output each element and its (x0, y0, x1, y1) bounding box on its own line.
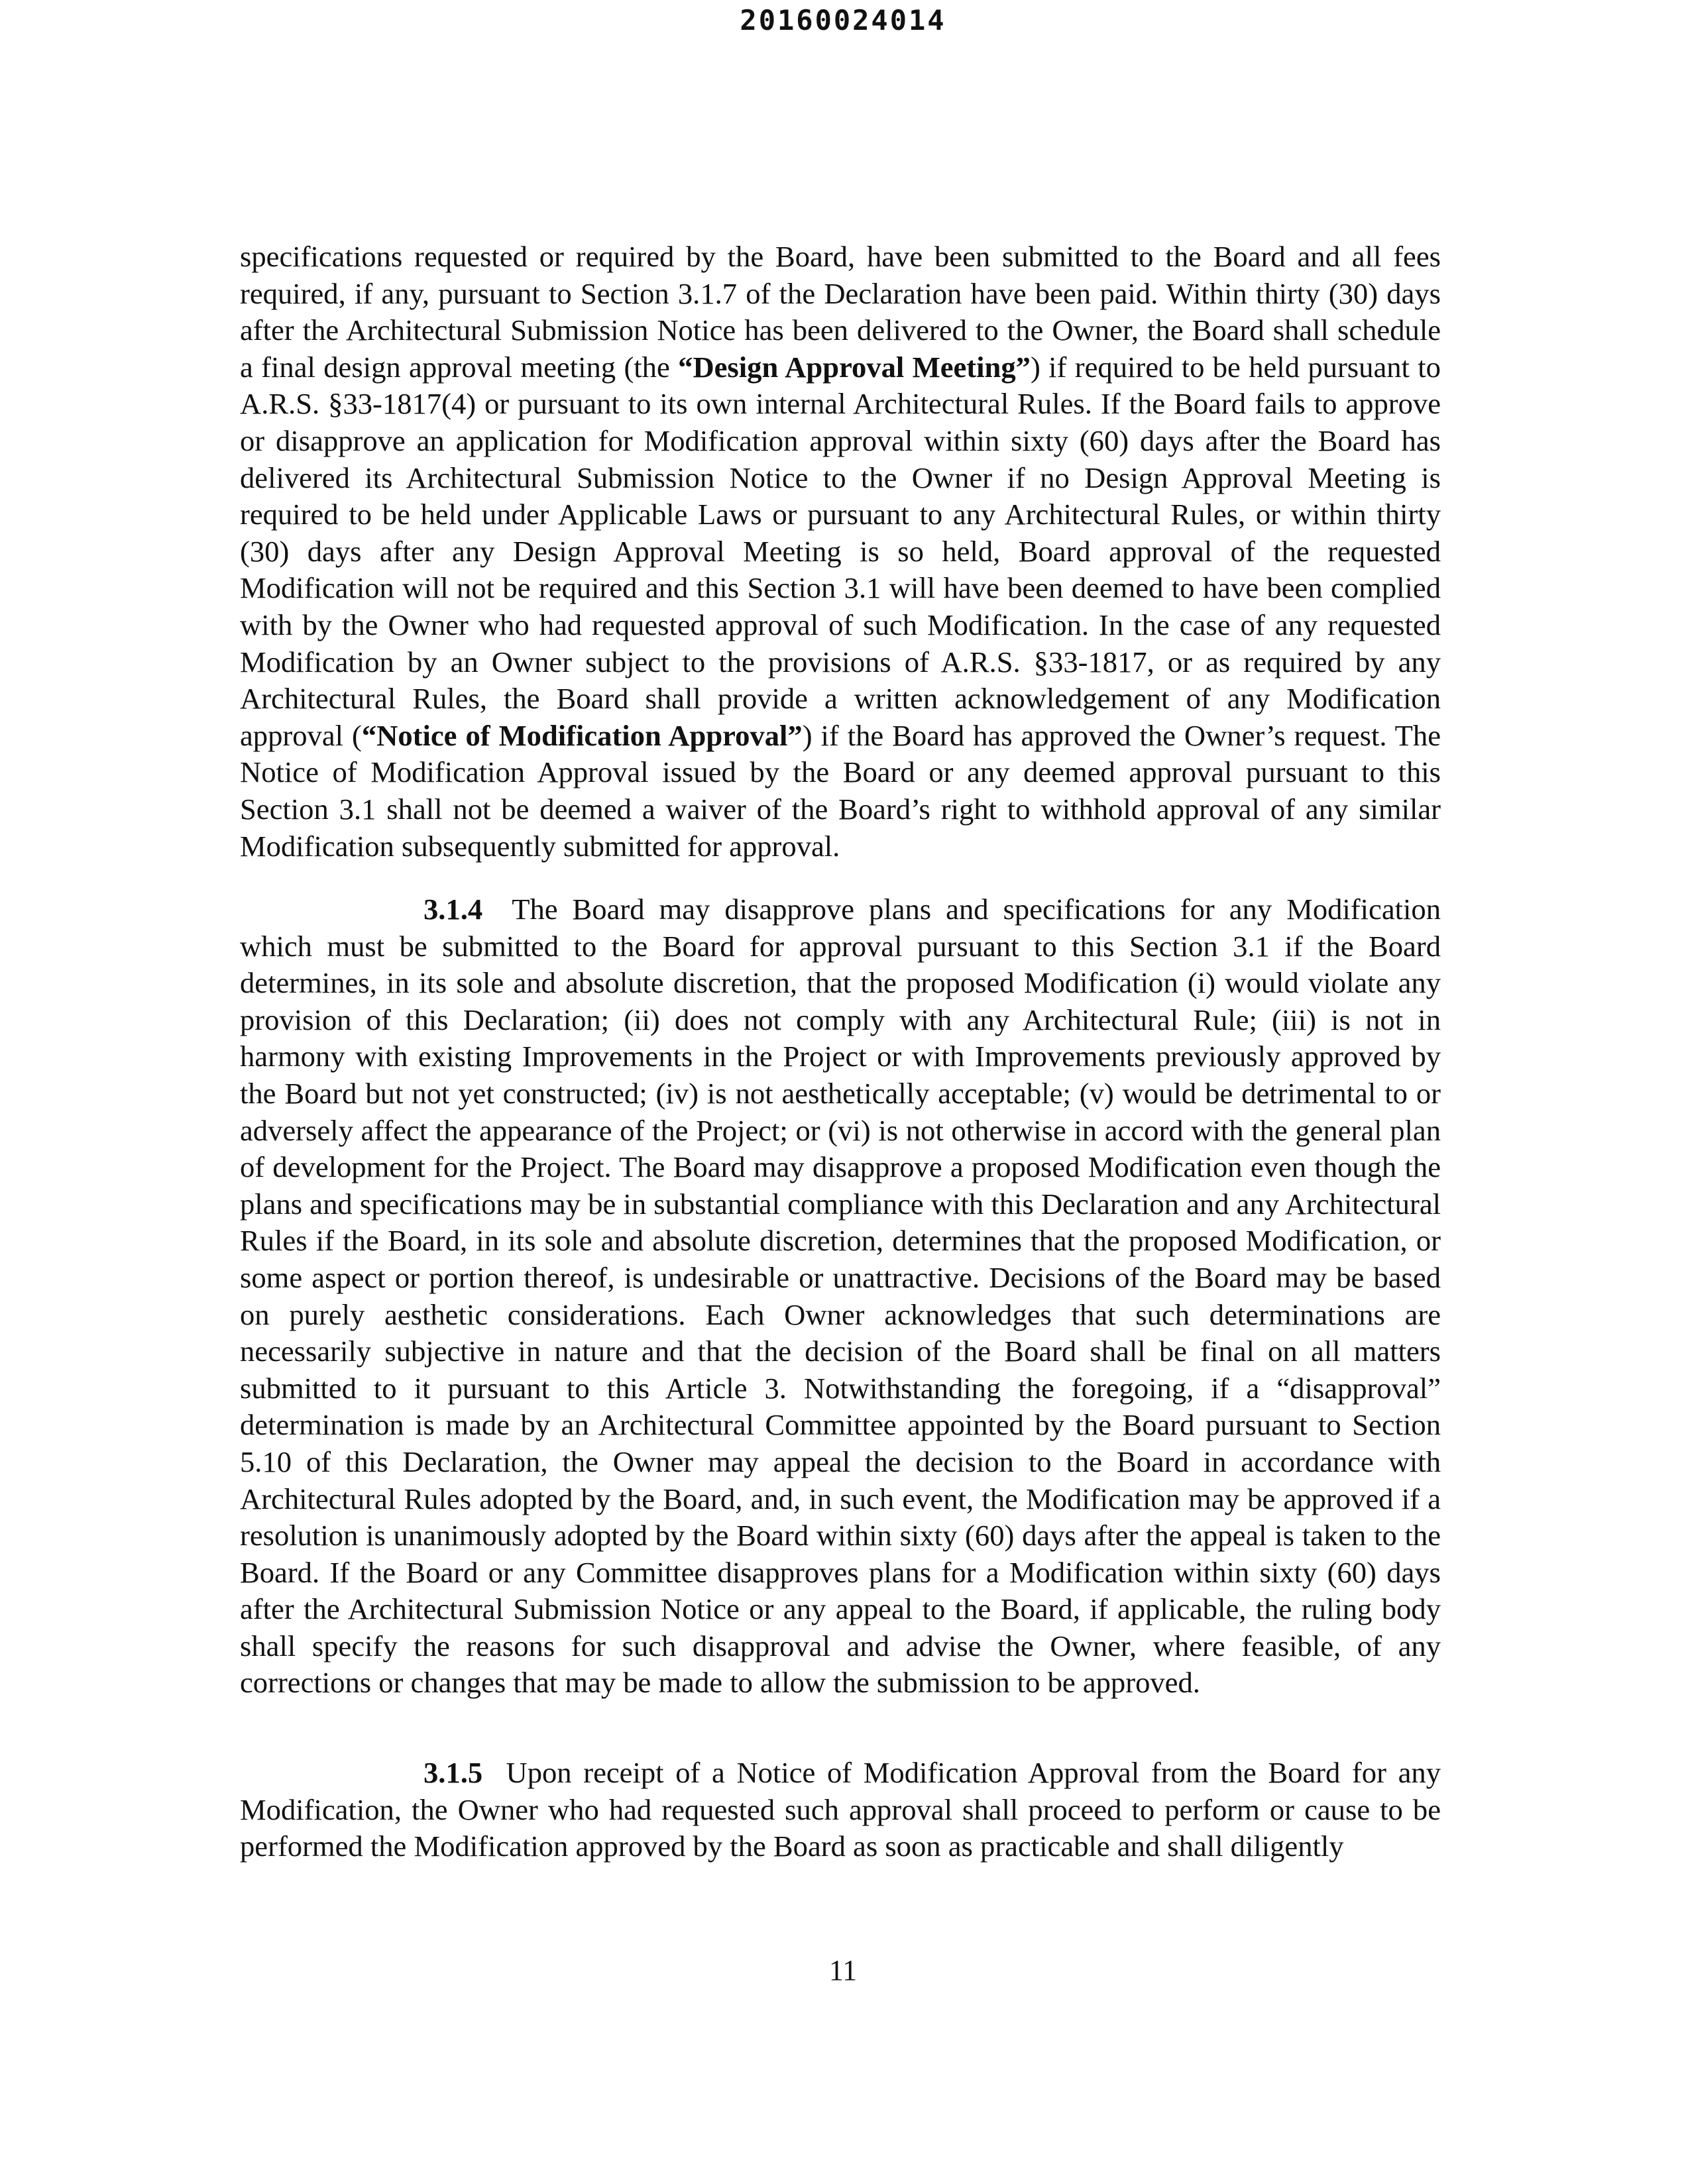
section-number: 3.1.4 (423, 893, 483, 926)
section-3-1-4 (240, 891, 1441, 1702)
paragraph-text: ) if the Board has approved the Owner’s request. The Notice of Modification Approval issued by the Board or any deemed approval pursuant to this Section 3.1 shall not be deemed a waiver of the Board’s right to withhold approval of any similar Modification subsequently submitted for approval. (240, 718, 1441, 863)
page-number: 11 (828, 1954, 858, 1987)
section-text: Upon receipt of a Notice of Modification Approval from the Board for any Modification, the Owner who had requested such approval shall proceed to perform or cause to be performed the Modification approved by the Board as soon as practicable and shall diligently (240, 1756, 1441, 1863)
section-text: The Board may disapprove plans and specifications for any Modification which must be submitted to the Board for approval pursuant to this Section 3.1 if the Board determines, in its sole and absolute discretion, that the proposed Modification (i) would violate any provision of this Declaration; (ii) does not comply with any Architectural Rule; (iii) is not in harmony with existing Improvements in the Project or with Improvements previously approved by the Board but not yet constructed; (iv) is not aesthetically acceptable; (v) would be detrimental to or adversely affect the appearance of the Project; or (vi) is not otherwise in accord with the general plan of development for the Project. The Board may disapprove a proposed Modification even though the plans and specifications may be in substantial compliance with this Declaration and any Architectural Rules if the Board, in its sole and absolute discretion, determines that the proposed Modification, or some aspect or portion thereof, is undesirable or unattractive. Decisions of the Board may be based on purely aesthetic considerations. Each Owner acknowledges that such determinations are necessarily subjective in nature and that the decision of the Board shall be final on all matters submitted to it pursuant to this Article 3. Notwithstanding the foregoing, if a “disapproval” determination is made by an Architectural Committee appointed by the Board pursuant to Section 5.10 of this Declaration, the Owner may appeal the decision to the Board in accordance with Architectural Rules adopted by the Board, and, in such event, the Modification may be approved if a resolution is unanimously adopted by the Board within sixty (60) days after the appeal is taken to the Board. If the Board or any Committee disapproves plans for a Modification within sixty (60) days after the Architectural Submission Notice or any appeal to the Board, if applicable, the ruling body shall specify the reasons for such disapproval and advise the Owner, where feasible, of any corrections or changes that may be made to allow the submission to be approved. (240, 893, 1441, 1700)
paragraph-continuation (240, 239, 1441, 865)
recording-number: 20160024014 (740, 4, 946, 36)
defined-term-notice-of-modification-approval: “Notice of Modification Approval” (361, 718, 803, 752)
defined-term-design-approval-meeting: “Design Approval Meeting” (678, 350, 1031, 384)
paragraph-text: specifications requested or required by the Board, have been submitted to the Board and all fees required, if any, pursuant to Section 3.1.7 of the Declaration have been paid. Within thirty (30) days after the Architectural Submission Notice has been delivered to the Owner, the Board shall schedule a final design approval meeting (the (240, 240, 1441, 384)
section-3-1-5 (240, 1755, 1441, 1865)
section-number: 3.1.5 (423, 1756, 483, 1789)
paragraph-text: ) if required to be held pursuant to A.R.S. §33-1817(4) or pursuant to its own internal Architectural Rules. If the Board fails to approve or disapprove an application for Modification approval within sixty (60) days after the Board has delivered its Architectural Submission Notice to the Owner if no Design Approval Meeting is required to be held under Applicable Laws or pursuant to any Architectural Rules, or within thirty (30) days after any Design Approval Meeting is so held, Board approval of the requested Modification will not be required and this Section 3.1 will have been deemed to have been complied with by the Owner who had requested approval of such Modification. In the case of any requested Modification by an Owner subject to the provisions of A.R.S. §33-1817, or as required by any Architectural Rules, the Board shall provide a written acknowledgement of any Modification approval ( (240, 350, 1441, 752)
